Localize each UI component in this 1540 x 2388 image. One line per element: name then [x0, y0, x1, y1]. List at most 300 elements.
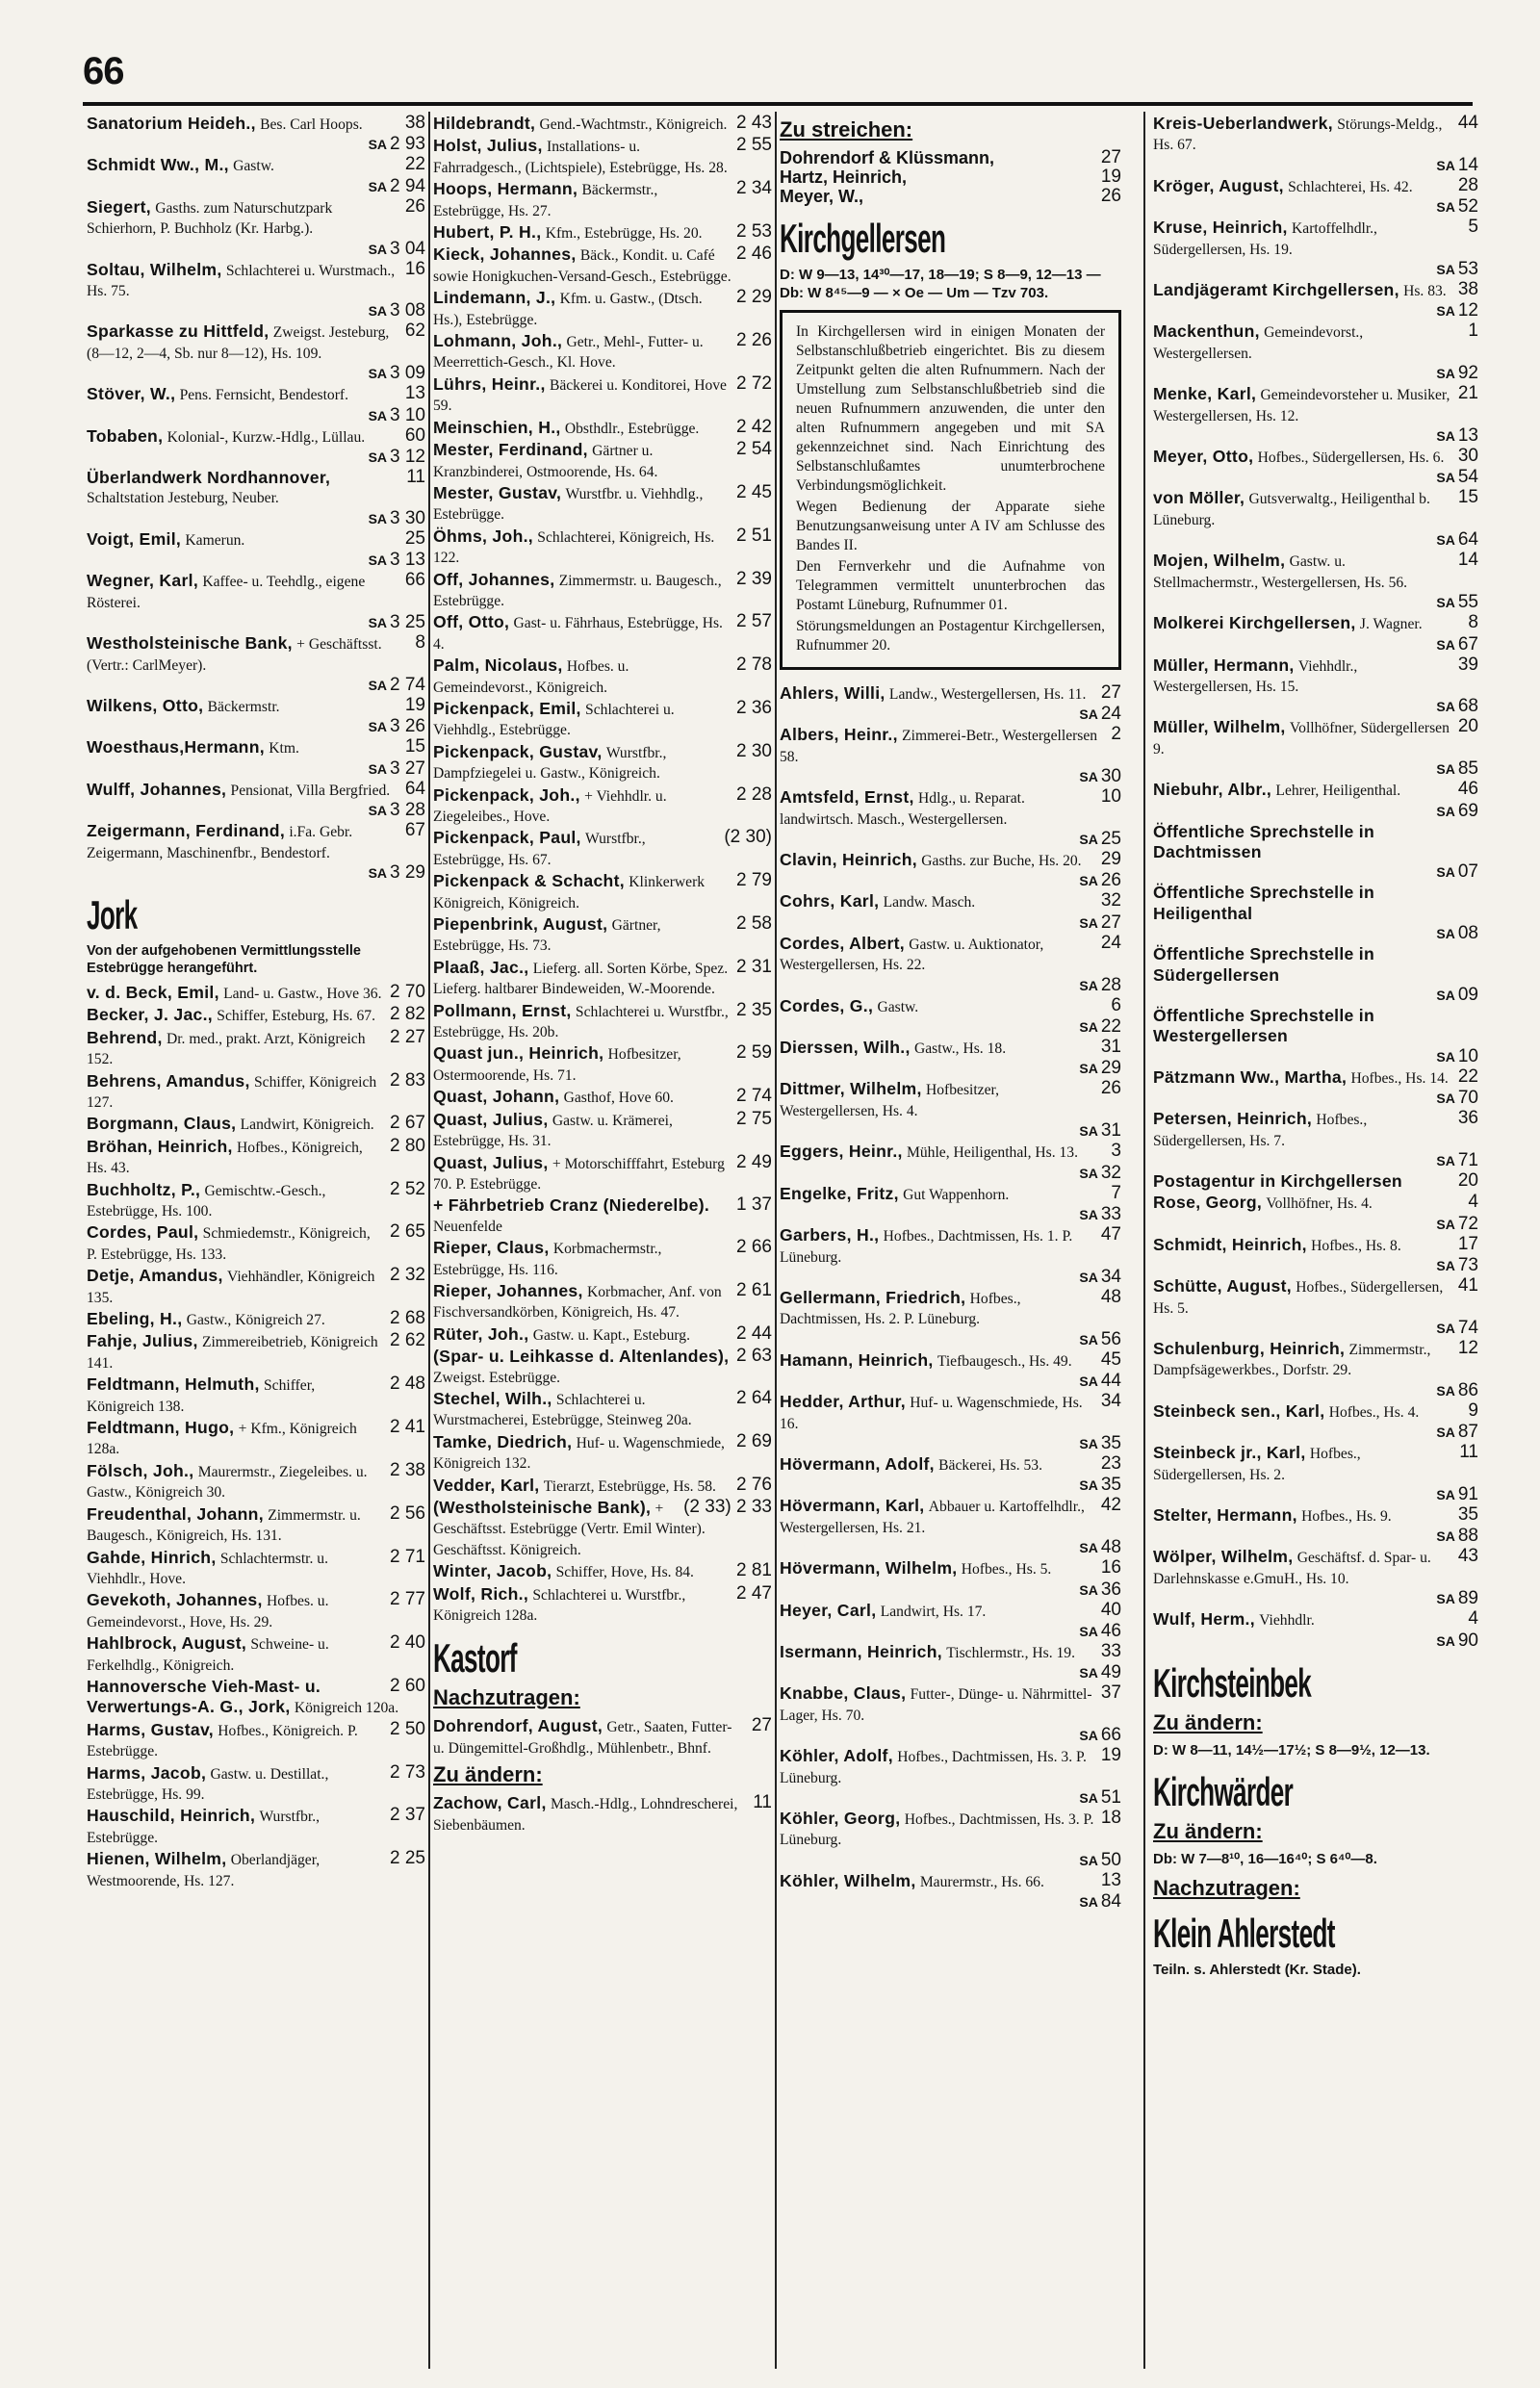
entry-name: Albers, Heinr.,: [780, 725, 898, 745]
directory-entry: [1153, 1547, 1478, 1608]
phone-number: 12: [1457, 1338, 1478, 1359]
entry-description: Gastw., Hs. 18.: [913, 1040, 1007, 1058]
directory-entry: [87, 696, 425, 736]
sa-value: 31: [1100, 1120, 1121, 1142]
sa-value: 30: [1100, 766, 1121, 787]
directory-entry: [780, 1558, 1121, 1599]
phone-number: 2 56: [390, 1502, 425, 1524]
entry-description: Neuenfelde: [433, 1218, 502, 1235]
directory-entry: [433, 1281, 772, 1323]
entry-name: Dohrendorf, August,: [433, 1716, 603, 1736]
entry-name: Quast jun., Heinrich,: [433, 1043, 604, 1064]
entry-description: Landw. Masch.: [883, 894, 976, 912]
phone-number: 27: [1100, 682, 1121, 703]
directory-entry: [780, 934, 1121, 995]
place-heading: Kirchwärder: [1153, 1768, 1294, 1814]
sa-value: 3 10: [390, 404, 425, 425]
phone-number: 8: [1468, 612, 1478, 633]
sa-number: [1153, 1527, 1478, 1546]
directory-entry: [87, 321, 425, 383]
directory-entry: [1153, 1609, 1478, 1650]
sa-label: SA: [368, 137, 388, 153]
entry-name: Tamke, Diedrich,: [433, 1431, 573, 1451]
sa-value: 56: [1100, 1328, 1121, 1349]
directory-entry: [433, 958, 772, 1000]
sa-value: 72: [1457, 1213, 1478, 1234]
entry-name: Zachow, Carl,: [433, 1793, 547, 1813]
directory-entry: [87, 426, 425, 467]
sa-value: 88: [1457, 1526, 1478, 1547]
sa-value: 27: [1100, 912, 1121, 933]
entry-name: Gahde, Hinrich,: [87, 1547, 217, 1567]
directory-entry: [1153, 1401, 1478, 1442]
phone-number: 22: [1457, 1066, 1478, 1087]
directory-entry: [780, 1683, 1121, 1745]
sa-value: 35: [1100, 1432, 1121, 1453]
phone-number: 16: [1100, 1557, 1121, 1579]
directory-entry: [433, 699, 772, 741]
entry-description: Schlachterei u. Wurstfbr., Königreich 128a.: [433, 1586, 686, 1625]
entry-description: Hofbes., Südergellersen, Hs. 7.: [1153, 1112, 1368, 1149]
directory-entry: [87, 1590, 425, 1632]
entry-description: Schiffer, Königreich 138.: [87, 1377, 316, 1415]
entry-description: Hofbes., Südergellersen, Hs. 2.: [1153, 1446, 1361, 1483]
entry-name: Feldtmann, Helmuth,: [87, 1374, 260, 1395]
sa-number: [780, 1476, 1121, 1495]
sa-number: [87, 177, 425, 196]
place-heading: Kirchgellersen: [780, 216, 946, 261]
entry-name: Mojen, Wilhelm,: [1153, 551, 1286, 571]
entry-description: Viehhändler, Königreich 135.: [87, 1269, 375, 1306]
entry-description: Hofbes., Dachtmissen, Hs. 2. P. Lüneburg.: [780, 1290, 1021, 1328]
directory-entry: [1153, 717, 1478, 779]
sa-value: 50: [1100, 1849, 1121, 1870]
sa-label: SA: [1436, 157, 1455, 173]
entry-description: Zimmermstr. u. Baugesch., Königreich, Hs. 131.: [87, 1506, 361, 1545]
entry-name: Köhler, Wilhelm,: [780, 1870, 916, 1890]
entry-description: Hofbes., Hs. 9.: [1301, 1508, 1392, 1526]
phone-number: 16: [404, 258, 425, 279]
directory-entry: [1153, 1109, 1478, 1170]
sa-number: [1153, 862, 1478, 882]
sa-value: 90: [1457, 1630, 1478, 1651]
sa-value: 52: [1457, 196, 1478, 218]
entry-description: + Kfm., Königreich 128a.: [87, 1421, 357, 1458]
sa-number: [780, 1622, 1121, 1641]
sa-value: 3 30: [390, 507, 425, 528]
entry-description: Gastw. u. Auktionator, Westergellersen, Hs. 22.: [780, 936, 1044, 974]
phone-number: 29: [1100, 849, 1121, 870]
phone-number: 2 61: [736, 1279, 772, 1300]
directory-entry: [87, 1309, 425, 1330]
directory-entry: [780, 725, 1121, 786]
sa-value: 24: [1100, 704, 1121, 725]
sa-label: SA: [368, 407, 388, 424]
phone-number: 23: [1100, 1452, 1121, 1474]
sa-label: SA: [368, 449, 388, 466]
entry-description: J. Wagner.: [1359, 616, 1423, 633]
phone-number: 2 25: [390, 1848, 425, 1869]
directory-entry: [87, 1266, 425, 1308]
directory-entry: [1153, 822, 1478, 883]
notice-paragraph: Wegen Bedienung der Apparate siehe Benutzungsanweisung unter A IV am Schlusse des Bandes II.: [796, 499, 1105, 553]
entry-name: Clavin, Heinrich,: [780, 850, 917, 870]
directory-entry: [433, 655, 772, 698]
entry-name: Rüter, Joh.,: [433, 1323, 529, 1344]
sa-value: 44: [1100, 1371, 1121, 1392]
entry-name: Pollmann, Ernst,: [433, 1000, 572, 1020]
column-1: [87, 114, 425, 2373]
sa-number: [1153, 156, 1478, 175]
entry-name: Überlandwerk Nordhannover,: [87, 468, 331, 488]
place-heading: Klein Ahlerstedt: [1153, 1910, 1335, 1956]
sa-value: 67: [1457, 633, 1478, 655]
entry-name: Wolf, Rich.,: [433, 1583, 529, 1604]
phone-number: 2 66: [736, 1237, 772, 1258]
entry-description: Gasths. zur Buche, Hs. 20.: [921, 853, 1082, 870]
entry-description: Gut Wappenhorn.: [903, 1186, 1010, 1203]
sa-number: [780, 767, 1121, 786]
phone-number: 2 41: [390, 1417, 425, 1438]
phone-number: 2 55: [736, 135, 772, 156]
entry-description: Oberlandjäger, Westmoorende, Hs. 127.: [87, 1852, 321, 1889]
phone-number: 2 75: [736, 1108, 772, 1129]
sa-value: 14: [1457, 154, 1478, 175]
directory-entry: [433, 1087, 772, 1108]
directory-entry: [87, 1114, 425, 1135]
entry-description: Hofbes., Dachtmissen, Hs. 3. P. Lüneburg.: [780, 1811, 1094, 1849]
entry-name: Pickenpack & Schacht,: [433, 871, 625, 891]
sa-label: SA: [368, 510, 388, 526]
sa-label: SA: [368, 303, 388, 320]
sa-label: SA: [1079, 706, 1098, 723]
directory-entry: [1153, 780, 1478, 820]
directory-entry: [780, 1871, 1121, 1912]
entry-description: Hofbes., Hs. 4.: [1328, 1403, 1420, 1421]
sa-label: SA: [1436, 595, 1455, 611]
entry-description: Korbmachermstr., Estebrügge, Hs. 116.: [433, 1241, 662, 1278]
directory-entry: [433, 1432, 772, 1475]
phone-number: 2 69: [736, 1430, 772, 1451]
entry-name: Öffentliche Sprechstelle in Westergellersen: [1153, 1005, 1375, 1046]
phone-number: 2 79: [736, 870, 772, 891]
directory-entry: [87, 780, 425, 820]
directory-entry: [433, 179, 772, 221]
directory-entry: [87, 737, 425, 778]
entry-name: Hauschild, Heinrich,: [87, 1806, 256, 1826]
sa-value: 2 93: [390, 134, 425, 155]
sa-label: SA: [1436, 1091, 1455, 1107]
phone-number: 2 73: [390, 1761, 425, 1783]
directory-entry: [1153, 1443, 1478, 1504]
phone-number: 27: [751, 1715, 772, 1736]
entry-description: Schweine- u. Ferkelhdlg., Königreich.: [87, 1636, 329, 1674]
entry-description: Schiffer, Königreich 127.: [87, 1073, 377, 1111]
entry-description: Getr., Mehl-, Futter- u. Meerrettich-Gesch., Kl. Hove.: [433, 334, 704, 372]
entry-name: Zeigermann, Ferdinand,: [87, 821, 286, 841]
sa-label: SA: [1079, 1894, 1098, 1911]
sa-label: SA: [1436, 470, 1455, 486]
entry-description: Gend.-Wachtmstr., Königreich.: [539, 116, 728, 133]
sa-label: SA: [1436, 1425, 1455, 1441]
directory-entry: [433, 570, 772, 612]
sa-label: SA: [1436, 262, 1455, 278]
sa-number: [780, 1205, 1121, 1224]
entry-description: i.Fa. Gebr. Zeigermann, Maschinenfbr., Bendestorf.: [87, 824, 353, 861]
sa-number: [1153, 1089, 1478, 1108]
directory-entry: [87, 384, 425, 424]
sa-label: SA: [1079, 1123, 1098, 1140]
directory-entry: [780, 1392, 1121, 1453]
phone-number: 2 49: [736, 1151, 772, 1172]
sa-value: 85: [1457, 758, 1478, 780]
phone-number: 35: [1457, 1504, 1478, 1526]
directory-entry: [780, 1288, 1121, 1349]
directory-entry: [780, 850, 1121, 890]
phone-number: 10: [1100, 786, 1121, 808]
sa-label: SA: [1436, 1216, 1455, 1232]
directory-entry: [433, 418, 772, 439]
entry-description: Gasths. zum Naturschutzpark Schierhorn, P. Buchholz (Kr. Harbg.).: [87, 199, 333, 238]
phone-number: 4: [1468, 1608, 1478, 1630]
directory-entry: [780, 1350, 1121, 1391]
entry-description: Huf- u. Wagenschmiede, Königreich 132.: [433, 1434, 725, 1473]
sa-number: [1153, 197, 1478, 217]
sa-label: SA: [1079, 1728, 1098, 1744]
directory-entry: [433, 1324, 772, 1346]
phone-number: 7: [1111, 1182, 1121, 1203]
sa-value: 3 04: [390, 238, 425, 259]
directory-entry: [1153, 1171, 1478, 1192]
entry-name: Müller, Wilhelm,: [1153, 717, 1286, 737]
sa-label: SA: [1436, 532, 1455, 549]
directory-entry: [87, 1720, 425, 1762]
entry-description: Gastw., Königreich 27.: [186, 1312, 325, 1329]
phone-number: 2 47: [736, 1582, 772, 1604]
entry-description: Zimmermstr. u. Baugesch., Estebrügge.: [433, 572, 722, 609]
sa-value: 25: [1100, 829, 1121, 850]
sa-number: [780, 830, 1121, 849]
directory-entry: [87, 529, 425, 570]
directory-entry: [87, 1849, 425, 1891]
sa-value: 53: [1457, 259, 1478, 280]
entry-name: Cohrs, Karl,: [780, 891, 880, 912]
sa-label: SA: [368, 719, 388, 735]
entry-name: Rose, Georg,: [1153, 1193, 1263, 1213]
entry-name: Mackenthun,: [1153, 321, 1260, 342]
phone-number: 2 83: [390, 1069, 425, 1091]
sa-number: [1153, 1631, 1478, 1651]
entry-description: Gast- u. Fährhaus, Estebrügge, Hs. 4.: [433, 615, 723, 653]
phone-number: 27: [1100, 147, 1121, 167]
directory-entry: [780, 1642, 1121, 1682]
sa-value: 69: [1457, 800, 1478, 821]
phone-number: 2: [1111, 724, 1121, 745]
sa-label: SA: [1436, 1632, 1455, 1649]
directory-entry: [87, 260, 425, 321]
entry-name: Pickenpack, Gustav,: [433, 741, 603, 761]
section-subheading: Zu ändern:: [1153, 1818, 1263, 1843]
entry-description: Gemeindevorsteher u. Musiker, Westergellersen, Hs. 12.: [1153, 387, 1450, 424]
directory-entry: [87, 1763, 425, 1806]
entry-description: Gastw.: [233, 158, 274, 175]
sa-number: [780, 1121, 1121, 1141]
entry-name: Pickenpack, Paul,: [433, 828, 581, 848]
directory-entry: [1153, 384, 1478, 446]
sa-value: 28: [1100, 974, 1121, 995]
sa-number: [1153, 1589, 1478, 1608]
section-subheading: Zu streichen:: [780, 117, 913, 141]
phone-number: 2 34: [736, 178, 772, 199]
sa-value: 89: [1457, 1588, 1478, 1609]
phone-number: 11: [1459, 1442, 1478, 1463]
directory-entry: [87, 1180, 425, 1222]
directory-entry: [780, 891, 1121, 932]
sa-label: SA: [1079, 1581, 1098, 1598]
phone-number: 26: [1100, 186, 1121, 206]
entry-name: Piepenbrink, August,: [433, 914, 608, 935]
entry-description: Hofbesitzer, Ostermoorende, Hs. 71.: [433, 1046, 681, 1084]
service-hours: D: W 8—11, 14½—17½; S 8—9½, 12—13.: [1153, 1741, 1430, 1759]
entry-description: Schiffer, Hove, Hs. 84.: [555, 1564, 694, 1581]
directory-entry: [433, 1153, 772, 1195]
entry-description: Bäckerei u. Konditorei, Hove 59.: [433, 376, 727, 415]
sa-number: [87, 301, 425, 321]
phone-number: 6: [1111, 994, 1121, 1015]
sa-number: [1153, 364, 1478, 383]
entry-description: Hofbes. u. Gemeindevorst., Königreich.: [433, 658, 629, 696]
phone-number: 2 39: [736, 568, 772, 589]
entry-description: Schlachterei u. Wurstmacherei, Estebrügge, Steinweg 20a.: [433, 1391, 692, 1429]
sa-value: 10: [1457, 1045, 1478, 1066]
sa-label: SA: [368, 552, 388, 569]
sa-value: 34: [1100, 1266, 1121, 1287]
sa-value: 3 12: [390, 447, 425, 468]
entry-name: Petersen, Heinrich,: [1153, 1109, 1313, 1129]
sa-value: 2 74: [390, 674, 425, 695]
sa-label: SA: [1079, 1331, 1098, 1348]
sa-value: 86: [1457, 1379, 1478, 1400]
entry-name: Freudenthal, Johann,: [87, 1503, 264, 1524]
entry-name: Off, Johannes,: [433, 569, 555, 589]
phone-number: 2 51: [736, 525, 772, 546]
entry-description: Gutsverwaltg., Heiligenthal b. Lüneburg.: [1153, 491, 1430, 528]
directory-entry: [433, 1001, 772, 1043]
directory-entry: [1153, 1235, 1478, 1275]
entry-name: Stöver, W.,: [87, 384, 176, 404]
phone-number: 2 68: [390, 1308, 425, 1329]
directory-entry: [433, 1498, 772, 1560]
directory-entry: [87, 1548, 425, 1590]
sa-label: SA: [1079, 873, 1098, 889]
directory-entry: [780, 683, 1121, 724]
entry-name: Harms, Gustav,: [87, 1719, 214, 1739]
directory-entry: [433, 1476, 772, 1497]
sa-label: SA: [368, 241, 388, 257]
directory-entry: [433, 244, 772, 287]
sa-value: 22: [1100, 1016, 1121, 1038]
entry-description: Hofbes., Königreich. P. Estebrügge.: [87, 1722, 358, 1760]
sa-number: [780, 913, 1121, 933]
directory-entry: [780, 787, 1121, 849]
directory-entry: [433, 526, 772, 569]
sa-label: SA: [368, 677, 388, 693]
sa-label: SA: [1436, 1048, 1455, 1065]
directory-entry: [1153, 1276, 1478, 1338]
phone-number: 2 32: [390, 1265, 425, 1286]
sa-number: [87, 759, 425, 779]
entry-description: Viehhdlr.: [1259, 1612, 1315, 1630]
entry-name: Kruse, Heinrich,: [1153, 218, 1288, 238]
entry-name: Wulff, Johannes,: [87, 779, 227, 799]
phone-number: 2 80: [390, 1135, 425, 1156]
entry-name: Postagentur in Kirchgellersen: [1153, 1171, 1402, 1191]
sa-number: [780, 1059, 1121, 1078]
phone-number: 2 57: [736, 611, 772, 632]
phone-number: 2 72: [736, 372, 772, 394]
sa-value: 91: [1457, 1484, 1478, 1505]
phone-number: 2 27: [390, 1026, 425, 1047]
directory-entry: [780, 996, 1121, 1037]
phone-number: 2 46: [736, 244, 772, 265]
entry-name: Gellermann, Friedrich,: [780, 1287, 966, 1307]
directory-entry: [433, 222, 772, 244]
sa-number: [780, 1434, 1121, 1453]
entry-name: Meyer, W.,: [780, 187, 864, 206]
entry-name: Wölper, Wilhelm,: [1153, 1547, 1294, 1567]
sa-number: [780, 1663, 1121, 1682]
entry-name: Hartz, Heinrich,: [780, 167, 908, 187]
entry-name: Fölsch, Joh.,: [87, 1460, 194, 1480]
phone-number: 40: [1100, 1599, 1121, 1620]
sa-label: SA: [1436, 1487, 1455, 1503]
directory-entry: [87, 197, 425, 259]
sa-label: SA: [1436, 761, 1455, 778]
entry-description: Bäckerei, Hs. 53.: [938, 1456, 1042, 1474]
sa-number: [1153, 593, 1478, 612]
sa-value: 3 25: [390, 612, 425, 633]
sa-value: 46: [1100, 1620, 1121, 1641]
entry-description: Gastw. u. Kapt., Esteburg.: [532, 1326, 690, 1344]
entry-name: Stelter, Hermann,: [1153, 1505, 1297, 1526]
phone-number: 2 44: [736, 1322, 772, 1344]
sa-number: [87, 135, 425, 154]
sa-number: [87, 406, 425, 425]
directory-entry: [433, 742, 772, 784]
phone-number: 62: [404, 321, 425, 342]
directory-entry: [1153, 1339, 1478, 1400]
entry-name: Mester, Gustav,: [433, 482, 562, 502]
entry-name: Isermann, Heinrich,: [780, 1641, 942, 1661]
entry-description: Vollhöfner, Hs. 4.: [1266, 1195, 1373, 1213]
entry-name: Cordes, Paul,: [87, 1222, 199, 1243]
phone-number: 2 59: [736, 1042, 772, 1064]
sa-number: [1153, 697, 1478, 716]
sa-number: [780, 1017, 1121, 1037]
sa-label: SA: [1079, 1207, 1098, 1223]
entry-name: Soltau, Wilhelm,: [87, 259, 222, 279]
entry-name: Sanatorium Heideh.,: [87, 114, 256, 133]
entry-description: Klinkerwerk Königreich, Königreich.: [433, 874, 706, 912]
directory-entry: [87, 1633, 425, 1676]
entry-description: Bäckermstr., Estebrügge, Hs. 27.: [433, 182, 658, 219]
entry-name: Cordes, Albert,: [780, 933, 905, 953]
column-divider: [428, 112, 430, 2369]
sa-number: [1153, 530, 1478, 550]
entry-name: Wulf, Herm.,: [1153, 1609, 1255, 1630]
entry-description: Störungs-Meldg., Hs. 67.: [1153, 116, 1443, 154]
entry-name: Hannoversche Vieh-Mast- u. Verwertungs-A. G., Jork,: [87, 1676, 321, 1717]
